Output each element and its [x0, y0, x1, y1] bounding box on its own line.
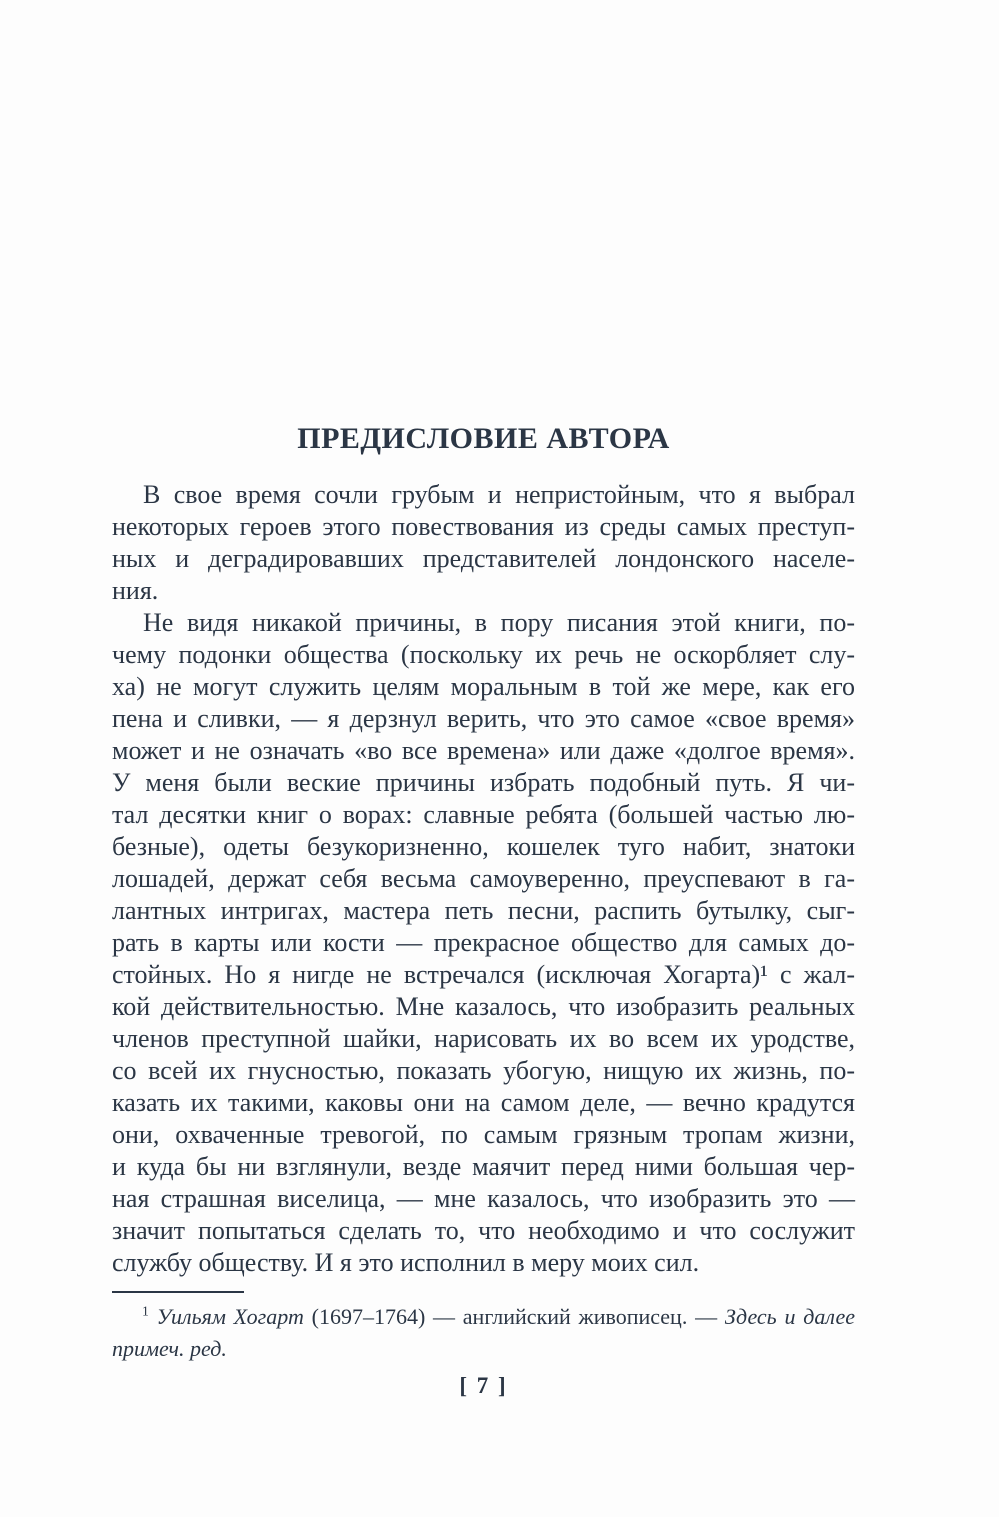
- text-line: тал десятки книг о ворах: славные ребята (большей частью лю-: [112, 800, 855, 829]
- text-line: пена и сливки, — я дерзнул верить, что это самое «свое время»: [112, 704, 855, 733]
- footnote-rule: [112, 1291, 244, 1293]
- page-title: ПРЕДИСЛОВИЕ АВТОРА: [297, 422, 670, 455]
- text-line: службу обществу. И я это исполнил в меру моих сил.: [112, 1248, 700, 1277]
- text-line: ха) не могут служить целям моральным в той же мере, как его: [112, 672, 855, 701]
- text-line: кой действительностью. Мне казалось, что изобразить реальных: [112, 992, 855, 1021]
- text-line: казать их такими, каковы они на самом деле, — вечно крадутся: [112, 1088, 855, 1117]
- text-line: может и не означать «во все времена» или даже «долгое время».: [112, 736, 855, 765]
- text-line: стойных. Но я нигде не встречался (исключая Хогарта)¹ с жал-: [112, 960, 855, 989]
- footnote-line-2: [112, 1333, 855, 1365]
- text-line: они, охваченные тревогой, по самым грязным тропам жизни,: [112, 1120, 855, 1149]
- text-line: ных и деградировавших представителей лондонского населе-: [112, 544, 855, 573]
- text-line: лантных интригах, мастера петь песни, распить бутылку, сыг-: [112, 896, 855, 925]
- footnote: [112, 1291, 855, 1365]
- text-line: В свое время сочли грубым и непристойным, что я выбрал: [143, 480, 855, 509]
- text-line: некоторых героев этого повествования из среды самых преступ-: [112, 512, 855, 541]
- footnote-text-part: 1: [142, 1303, 149, 1319]
- text-line: рать в карты или кости — прекрасное общество для самых до-: [112, 928, 855, 957]
- text-line: значит попытаться сделать то, что необходимо и что сослужит: [112, 1216, 855, 1245]
- text-line: Не видя никакой причины, в пору писания этой книги, по-: [143, 608, 855, 637]
- footnote-text-part: (1697–1764) — английский живописец. —: [303, 1304, 725, 1329]
- text-block: [112, 424, 855, 1401]
- text-line: и куда бы ни взглянули, везде маячит перед ними большая чер-: [112, 1152, 855, 1181]
- page-number: [ 7 ]: [459, 1373, 508, 1398]
- footnote-line-1: [112, 1301, 855, 1333]
- text-line: безные), одеты безукоризненно, кошелек туго набит, знатоки: [112, 832, 855, 861]
- footnote-text-part: [149, 1304, 157, 1329]
- footnote-text-part: Здесь и далее: [724, 1304, 856, 1329]
- text-line: чему подонки общества (поскольку их речь не оскорбляет слу-: [112, 640, 855, 669]
- text-line: со всей их гнусностью, показать убогую, нищую их жизнь, по-: [112, 1056, 855, 1085]
- text-line: ния.: [112, 576, 159, 605]
- text-line: ная страшная виселица, — мне казалось, что изобразить это —: [112, 1184, 855, 1213]
- footnote-text-part: примеч. ред.: [112, 1336, 227, 1361]
- text-line: членов преступной шайки, нарисовать их во всем их уродстве,: [112, 1024, 855, 1053]
- text-line: лошадей, держат себя весьма самоуверенно, преуспевают в га-: [112, 864, 855, 893]
- footnote-text-part: Уильям Хогарт: [156, 1304, 304, 1329]
- text-line: У меня были веские причины избрать подобный путь. Я чи-: [112, 768, 855, 797]
- body-text: [112, 479, 855, 1279]
